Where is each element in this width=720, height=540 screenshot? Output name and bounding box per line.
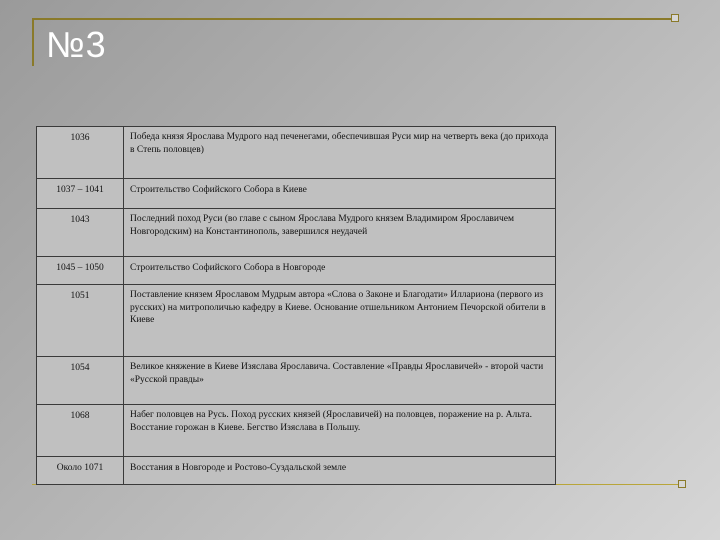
decorative-frame-top (32, 18, 678, 20)
decorative-corner-top-right (671, 14, 679, 22)
decorative-corner-bottom-right (678, 480, 686, 488)
table-row (37, 257, 556, 285)
year-cell: Около 1071 (37, 457, 124, 485)
year-cell: 1043 (37, 209, 124, 257)
table-row (37, 209, 556, 257)
year-cell: 1036 (37, 127, 124, 179)
table-row (37, 127, 556, 179)
event-cell: Победа князя Ярослава Мудрого над печенегами, обеспечившая Руси мир на четверть века (до прихода в Степь половцев) (124, 127, 556, 179)
table-row (37, 357, 556, 405)
year-cell: 1037 – 1041 (37, 179, 124, 209)
table-row (37, 405, 556, 457)
event-cell: Строительство Софийского Собора в Новгороде (124, 257, 556, 285)
year-cell: 1051 (37, 285, 124, 357)
slide-title: №3 (46, 24, 107, 65)
event-cell: Последний поход Руси (во главе с сыном Ярослава Мудрого князем Владимиром Ярославичем Новгородским) на Константинополь, завершился неудачей (124, 209, 556, 257)
event-cell: Набег половцев на Русь. Поход русских князей (Ярославичей) на половцев, поражение на р. Альта. Восстание горожан в Киеве. Бегство Изяслава в Польшу. (124, 405, 556, 457)
table-row (37, 457, 556, 485)
table-row (37, 285, 556, 357)
year-cell: 1068 (37, 405, 124, 457)
table-row (37, 179, 556, 209)
chronology-table (36, 126, 556, 485)
event-cell: Строительство Софийского Собора в Киеве (124, 179, 556, 209)
decorative-frame-left (32, 18, 34, 66)
event-cell: Восстания в Новгороде и Ростово-Суздальской земле (124, 457, 556, 485)
event-cell: Великое княжение в Киеве Изяслава Ярославича. Составление «Правды Ярославичей» - второй части «Русской правды» (124, 357, 556, 405)
year-cell: 1054 (37, 357, 124, 405)
event-cell: Поставление князем Ярославом Мудрым автора «Слова о Законе и Благодати» Иллариона (первого из русских) на митрополичью кафедру в Киеве. Основание отшельником Антонием Печорской обители в Киеве (124, 285, 556, 357)
year-cell: 1045 – 1050 (37, 257, 124, 285)
